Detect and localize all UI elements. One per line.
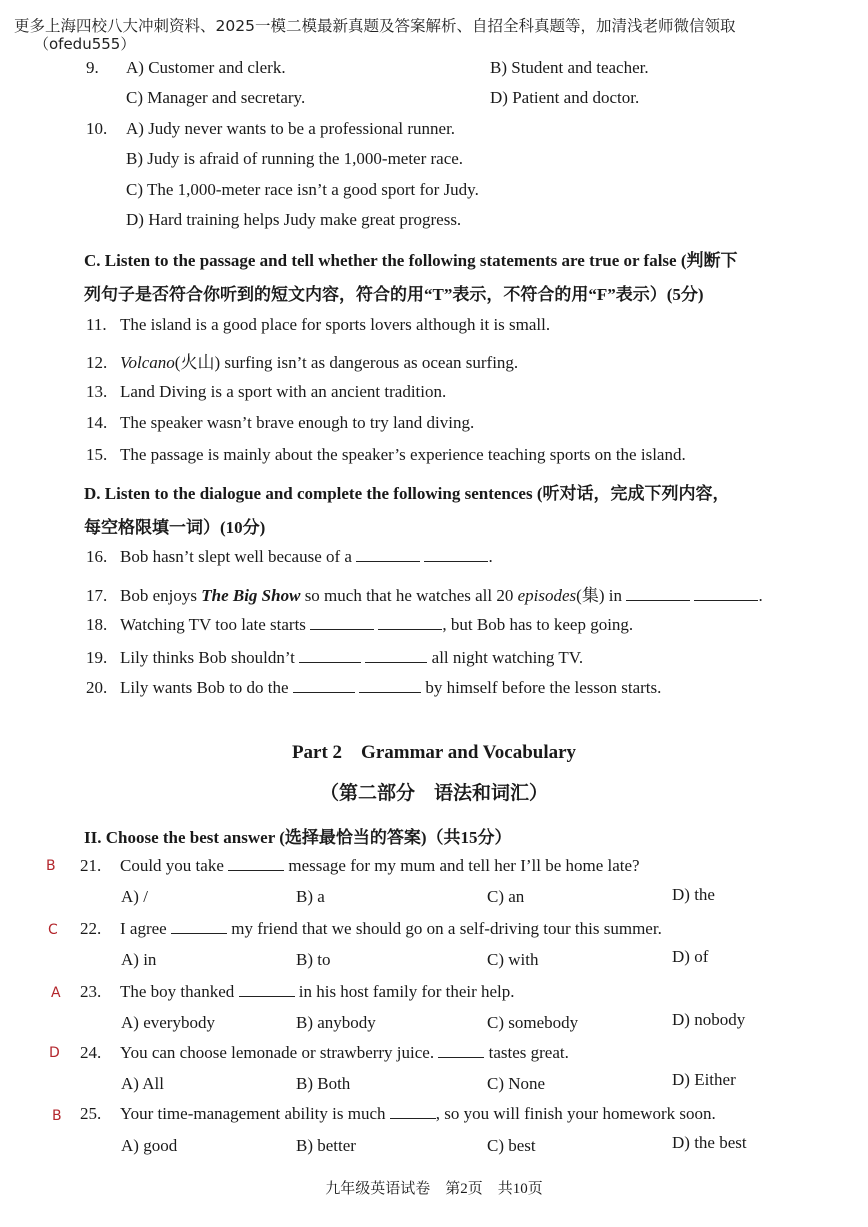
question-10-number: 10. [86, 119, 108, 138]
answer-blank[interactable] [171, 919, 227, 934]
statement-13: 13. Land Diving is a sport with an ancient tradition. [86, 382, 447, 401]
question-10-option-b: B) Judy is afraid of running the 1,000-meter race. [126, 149, 464, 168]
question-24-option-a: A) All [121, 1074, 164, 1093]
question-25-option-b: B) better [296, 1136, 356, 1155]
fill-question-18: 18. Watching TV too late starts , but Bob has to keep going. [86, 615, 634, 634]
statement-12: 12. Volcano(火山) surfing isn’t as dangerous as ocean surfing. [86, 353, 519, 372]
question-21-option-a: A) / [121, 887, 148, 906]
answer-blank[interactable] [424, 547, 488, 562]
question-23-option-a: A) everybody [121, 1013, 215, 1032]
handwritten-answer-mark: A [51, 985, 61, 1001]
answer-blank[interactable] [239, 982, 295, 997]
question-23-option-b: B) anybody [296, 1013, 376, 1032]
answer-blank[interactable] [390, 1104, 436, 1119]
promo-line-1: 更多上海四校八大冲刺资料、2025一模二模最新真题及答案解析、自招全科真题等，加清浅老师微信领取 [14, 17, 736, 35]
question-25-option-c: C) best [487, 1136, 536, 1155]
question-24-option-b: B) Both [296, 1074, 351, 1093]
statement-14: 14. The speaker wasn’t brave enough to try land diving. [86, 413, 475, 432]
question-24-option-d: D) Either [672, 1070, 736, 1089]
question-25-option-a: A) good [121, 1136, 178, 1155]
part-2-subtitle: （第二部分 语法和词汇） [319, 783, 548, 804]
question-10-option-d: D) Hard training helps Judy make great progress. [126, 210, 462, 229]
answer-blank[interactable] [228, 856, 284, 871]
answer-blank[interactable] [310, 615, 374, 630]
question-21-option-c: C) an [487, 887, 525, 906]
question-22-option-b: B) to [296, 950, 331, 969]
answer-blank[interactable] [356, 547, 420, 562]
answer-blank[interactable] [365, 648, 427, 663]
handwritten-answer-mark: B [46, 858, 56, 874]
question-21-option-b: B) a [296, 887, 325, 906]
question-22-option-d: D) of [672, 947, 709, 966]
handwritten-answer-mark: B [52, 1108, 62, 1124]
question-23-option-c: C) somebody [487, 1013, 579, 1032]
question-9-option-d: D) Patient and doctor. [490, 88, 640, 107]
fill-question-20: 20. Lily wants Bob to do the by himself before the lesson starts. [86, 678, 662, 697]
question-24-option-c: C) None [487, 1074, 546, 1093]
handwritten-answer-mark: D [49, 1045, 60, 1061]
question-10-option-c: C) The 1,000-meter race isn’t a good sport for Judy. [126, 180, 479, 199]
answer-blank[interactable] [378, 615, 442, 630]
question-21-stem: 21. Could you take message for my mum and tell her I’ll be home late? [80, 856, 640, 875]
question-25-stem: 25. Your time-management ability is much , so you will finish your homework soon. [80, 1104, 716, 1123]
handwritten-answer-mark: C [48, 922, 58, 938]
question-21-option-d: D) the [672, 885, 715, 904]
question-23-stem: 23. The boy thanked in his host family for their help. [80, 982, 515, 1001]
statement-11: 11. The island is a good place for sports lovers although it is small. [86, 315, 551, 334]
answer-blank[interactable] [299, 648, 361, 663]
statement-15: 15. The passage is mainly about the speaker’s experience teaching sports on the island. [86, 445, 686, 464]
fill-question-16: 16. Bob hasn’t slept well because of a . [86, 547, 493, 566]
section-c-heading-line-2: 列句子是否符合你听到的短文内容，符合的用“T”表示，不符合的用“F”表示）(5分) [84, 285, 704, 304]
fill-question-17: 17. Bob enjoys The Big Show so much that he watches all 20 episodes(集) in . [86, 586, 763, 605]
promo-line-2: （ofedu555） [34, 35, 136, 53]
question-22-option-c: C) with [487, 950, 539, 969]
question-9-number: 9. [86, 58, 99, 77]
answer-blank[interactable] [359, 678, 421, 693]
section-d-heading-line-2: 每空格限填一词）(10分) [84, 518, 266, 537]
answer-blank[interactable] [694, 586, 758, 601]
section-c-heading-line-1: C. Listen to the passage and tell whether the following statements are true or false (判断下 [84, 251, 738, 270]
question-24-stem: 24. You can choose lemonade or strawberry juice. tastes great. [80, 1043, 569, 1062]
question-25-option-d: D) the best [672, 1133, 747, 1152]
page-footer: 九年级英语试卷 第2页 共10页 [325, 1181, 543, 1197]
question-23-option-d: D) nobody [672, 1010, 746, 1029]
answer-blank[interactable] [438, 1043, 484, 1058]
answer-blank[interactable] [626, 586, 690, 601]
section-d-heading-line-1: D. Listen to the dialogue and complete the following sentences (听对话，完成下列内容， [84, 484, 730, 503]
question-9-option-a: A) Customer and clerk. [126, 58, 286, 77]
question-9-option-c: C) Manager and secretary. [126, 88, 306, 107]
question-10-option-a: A) Judy never wants to be a professional runner. [126, 119, 456, 138]
part-2-title: Part 2 Grammar and Vocabulary [291, 742, 577, 763]
question-22-stem: 22. I agree my friend that we should go on a self-driving tour this summer. [80, 919, 662, 938]
section-ii-heading: II. Choose the best answer (选择最恰当的答案)（共15分） [84, 828, 512, 847]
fill-question-19: 19. Lily thinks Bob shouldn’t all night watching TV. [86, 648, 584, 667]
answer-blank[interactable] [293, 678, 355, 693]
question-22-option-a: A) in [121, 950, 157, 969]
question-9-option-b: B) Student and teacher. [490, 58, 649, 77]
